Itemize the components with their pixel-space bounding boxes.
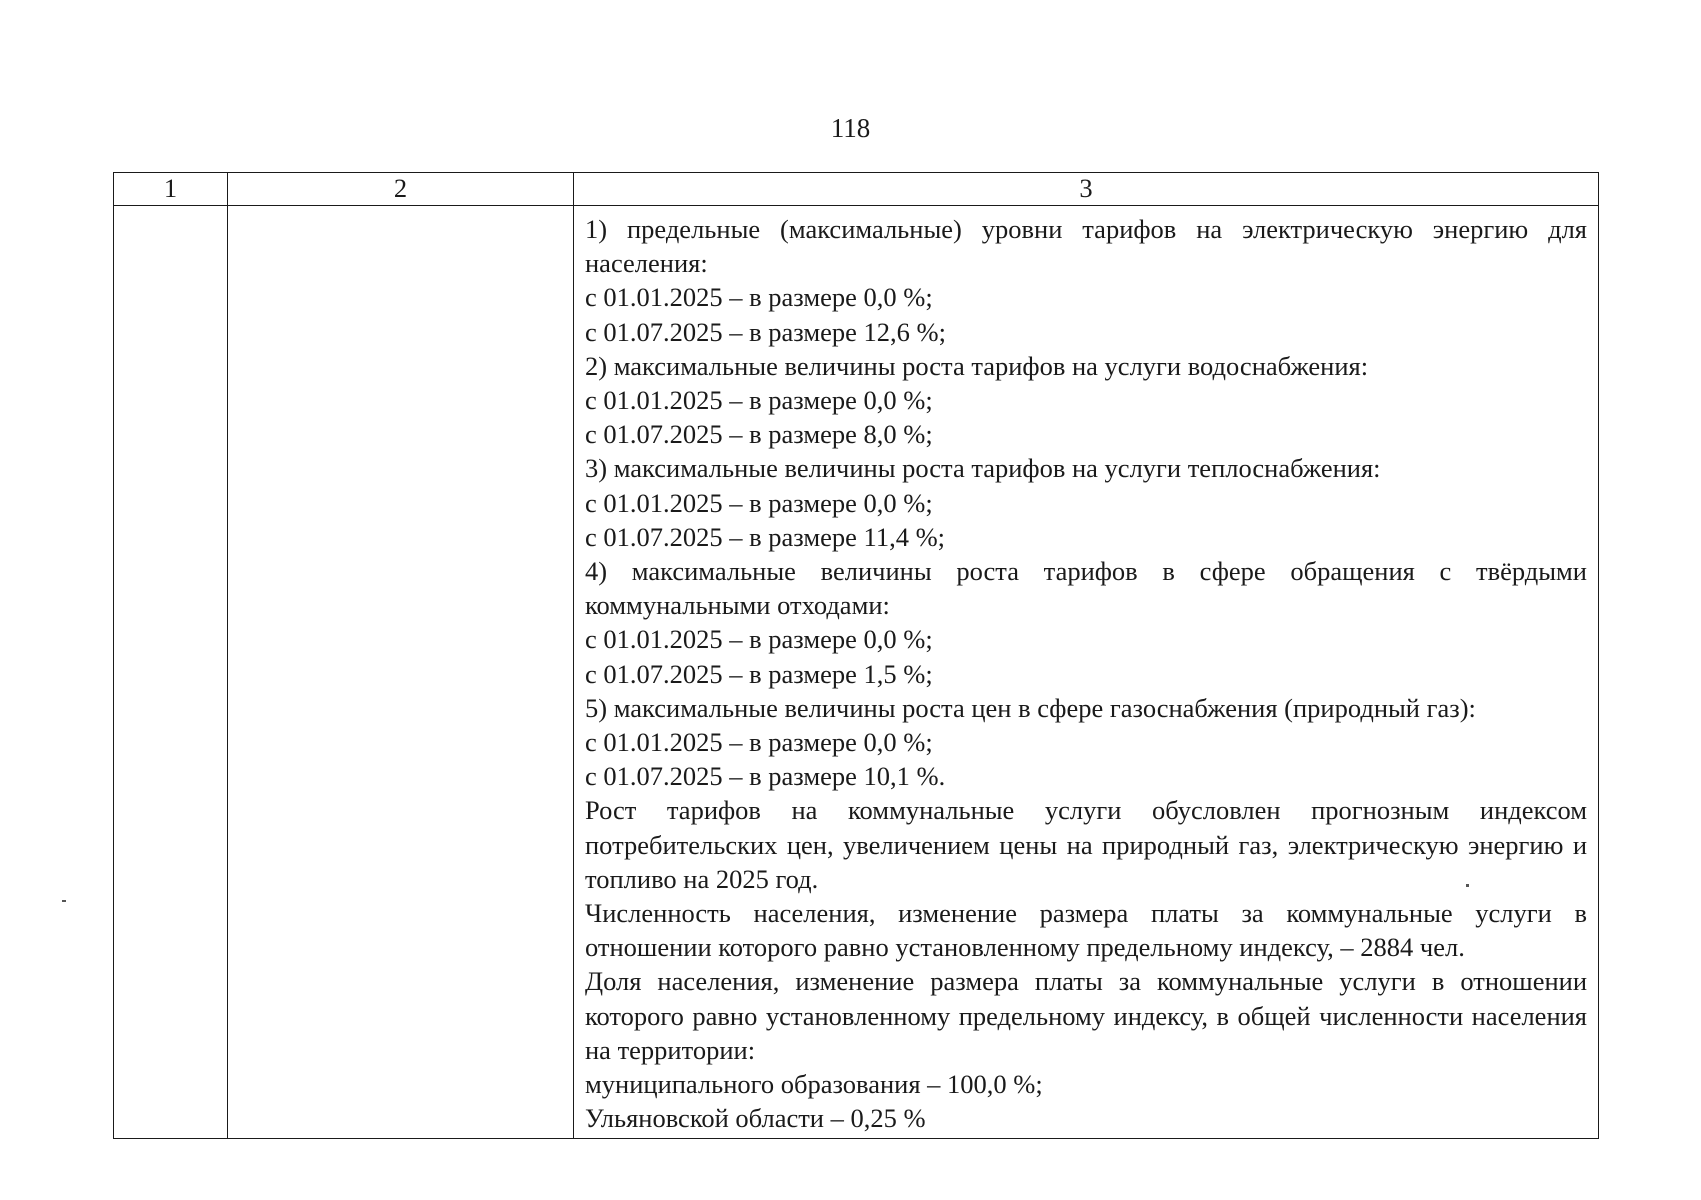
scan-speck (1466, 884, 1469, 887)
paragraph-population-count: Численность населения, изменение размера платы за коммунальные услуги в отношении которого равно установленному предельному индексу, – 2884 чел. (585, 898, 1587, 963)
paragraph-waste-jul: с 01.07.2025 – в размере 1,5 %; (585, 658, 933, 689)
table-row (114, 206, 1599, 1139)
paragraph-water-jul: с 01.07.2025 – в размере 8,0 %; (585, 419, 933, 450)
paragraph-electricity-jul: с 01.07.2025 – в размере 12,6 %; (585, 316, 946, 347)
tariff-table (113, 172, 1599, 1139)
paragraph-heat-jul: с 01.07.2025 – в размере 11,4 %; (585, 521, 946, 552)
paragraph-waste-jan: с 01.01.2025 – в размере 0,0 %; (585, 624, 933, 655)
paragraph-electricity-heading: 1) предельные (максимальные) уровни тарифов на электрическую энергию для населения: (585, 214, 1587, 279)
column-header-2: 2 (228, 173, 574, 206)
paragraph-electricity-jan: с 01.01.2025 – в размере 0,0 %; (585, 282, 933, 313)
paragraph-water-jan: с 01.01.2025 – в размере 0,0 %; (585, 385, 933, 416)
paragraph-water-heading: 2) максимальные величины роста тарифов на услуги водоснабжения: (585, 350, 1369, 381)
paragraph-waste-heading: 4) максимальные величины роста тарифов в сфере обращения с твёрдыми коммунальными отходами: (585, 556, 1587, 621)
paragraph-heat-jan: с 01.01.2025 – в размере 0,0 %; (585, 487, 933, 518)
paragraph-population-share: Доля населения, изменение размера платы за коммунальные услуги в отношении которого равно установленному предельному индексу, в общей численности населения на территории: (585, 966, 1587, 1065)
scan-speck (62, 900, 66, 902)
column-header-1: 1 (114, 173, 228, 206)
page-number: 118 (830, 113, 871, 143)
table-header-row (114, 173, 1599, 206)
cell-col3-content (574, 206, 1599, 1139)
column-header-3: 3 (574, 173, 1599, 206)
paragraph-share-municipal: муниципального образования – 100,0 %; (585, 1069, 1043, 1100)
paragraph-gas-jul: с 01.07.2025 – в размере 10,1 %. (585, 761, 946, 792)
paragraph-growth-reason: Рост тарифов на коммунальные услуги обусловлен прогнозным индексом потребительских цен, увеличением цены на природный газ, электрическую энергию и топливо на 2025 год. (585, 795, 1587, 894)
paragraph-heat-heading: 3) максимальные величины роста тарифов на услуги теплоснабжения: (585, 453, 1381, 484)
paragraph-share-region: Ульяновской области – 0,25 % (585, 1103, 926, 1134)
cell-col2 (228, 206, 574, 1139)
paragraph-gas-jan: с 01.01.2025 – в размере 0,0 %; (585, 727, 933, 758)
cell-col1 (114, 206, 228, 1139)
paragraph-gas-heading: 5) максимальные величины роста цен в сфере газоснабжения (природный газ): (585, 692, 1476, 723)
